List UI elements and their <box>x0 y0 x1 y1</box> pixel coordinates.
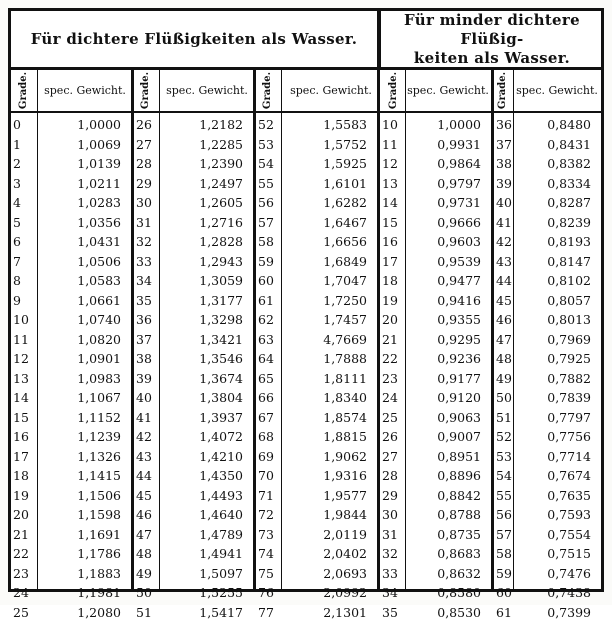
grade-cell: 72 <box>256 505 281 525</box>
grade-cell: 35 <box>134 291 159 311</box>
specific-gravity-cell: 0,8382 <box>515 154 601 174</box>
grade-cell: 37 <box>134 330 159 350</box>
spec-header-2: spec. Gewicht. <box>159 70 255 111</box>
grade-cell: 30 <box>380 505 405 525</box>
grade-cell: 39 <box>134 369 159 389</box>
grade-cell: 0 <box>11 115 37 135</box>
grade-column-4 <box>380 115 405 622</box>
grade-cell: 33 <box>134 252 159 272</box>
specific-gravity-cell: 0,7399 <box>515 603 601 622</box>
grade-cell: 49 <box>134 564 159 584</box>
grade-cell: 4 <box>11 193 37 213</box>
specific-gravity-cell: 0,8580 <box>407 583 491 603</box>
grade-cell: 37 <box>494 135 513 155</box>
grade-cell: 76 <box>256 583 281 603</box>
grade-cell: 23 <box>380 369 405 389</box>
specific-gravity-cell: 0,8102 <box>515 271 601 291</box>
grade-cell: 29 <box>134 174 159 194</box>
header-denser-liquids <box>11 11 381 67</box>
grade-header-1: Grade. <box>11 70 37 111</box>
specific-gravity-cell: 0,8057 <box>515 291 601 311</box>
specific-gravity-cell: 1,0211 <box>39 174 131 194</box>
grade-cell: 31 <box>380 525 405 545</box>
specific-gravity-cell: 1,6467 <box>283 213 377 233</box>
specific-gravity-cell: 0,9295 <box>407 330 491 350</box>
specific-gravity-cell: 0,7797 <box>515 408 601 428</box>
grade-cell: 45 <box>494 291 513 311</box>
specific-gravity-cell: 0,7839 <box>515 388 601 408</box>
grade-cell: 64 <box>256 349 281 369</box>
specific-gravity-cell: 1,3298 <box>161 310 253 330</box>
specific-gravity-cell: 1,3421 <box>161 330 253 350</box>
grade-cell: 26 <box>380 427 405 447</box>
specific-gravity-cell: 1,1691 <box>39 525 131 545</box>
grade-cell: 14 <box>380 193 405 213</box>
specific-gravity-cell: 1,6849 <box>283 252 377 272</box>
grade-column-5 <box>494 115 513 622</box>
specific-gravity-cell: 1,6101 <box>283 174 377 194</box>
grade-cell: 71 <box>256 486 281 506</box>
specific-gravity-cell: 1,5925 <box>283 154 377 174</box>
header-lighter-liquids-line1: Für minder dichtere Flüßig- <box>383 11 601 49</box>
specific-gravity-cell: 0,8530 <box>407 603 491 622</box>
specific-gravity-cell: 0,9539 <box>407 252 491 272</box>
specific-gravity-cell: 1,5752 <box>283 135 377 155</box>
grade-cell: 26 <box>134 115 159 135</box>
specific-gravity-cell: 0,8431 <box>515 135 601 155</box>
specific-gravity-cell: 0,7714 <box>515 447 601 467</box>
specific-gravity-cell: 1,0740 <box>39 310 131 330</box>
grade-cell: 5 <box>11 213 37 233</box>
grade-cell: 54 <box>256 154 281 174</box>
grade-cell: 16 <box>380 232 405 252</box>
specific-gravity-cell: 1,4210 <box>161 447 253 467</box>
grade-cell: 54 <box>494 466 513 486</box>
specific-gravity-cell: 0,9416 <box>407 291 491 311</box>
grade-cell: 51 <box>494 408 513 428</box>
grade-cell: 42 <box>494 232 513 252</box>
specific-gravity-cell: 1,7888 <box>283 349 377 369</box>
grade-cell: 9 <box>11 291 37 311</box>
specific-gravity-cell: 2,0402 <box>283 544 377 564</box>
grade-cell: 15 <box>380 213 405 233</box>
specific-gravity-cell: 1,1598 <box>39 505 131 525</box>
grade-cell: 19 <box>380 291 405 311</box>
grade-cell: 61 <box>256 291 281 311</box>
specific-gravity-cell: 0,8147 <box>515 252 601 272</box>
specific-gravity-cell: 1,2943 <box>161 252 253 272</box>
grade-header-4: Grade. <box>383 70 405 111</box>
specific-gravity-cell: 0,8842 <box>407 486 491 506</box>
grade-cell: 39 <box>494 174 513 194</box>
specific-gravity-cell: 1,2080 <box>39 603 131 622</box>
specific-gravity-cell: 0,9063 <box>407 408 491 428</box>
grade-cell: 40 <box>494 193 513 213</box>
grade-cell: 53 <box>256 135 281 155</box>
specific-gravity-cell: 1,1239 <box>39 427 131 447</box>
specific-gravity-cell: 1,0820 <box>39 330 131 350</box>
grade-cell: 27 <box>380 447 405 467</box>
grade-cell: 11 <box>11 330 37 350</box>
grade-cell: 46 <box>134 505 159 525</box>
spec-column-4 <box>407 115 491 622</box>
grade-cell: 12 <box>11 349 37 369</box>
spec-column-1 <box>39 115 131 622</box>
grade-column-1 <box>11 115 37 622</box>
grade-header-3: Grade. <box>255 70 281 111</box>
specific-gravity-cell: 0,7593 <box>515 505 601 525</box>
specific-gravity-cell: 0,8287 <box>515 193 601 213</box>
grade-cell: 21 <box>11 525 37 545</box>
specific-gravity-cell: 1,0000 <box>39 115 131 135</box>
specific-gravity-cell: 0,8480 <box>515 115 601 135</box>
grade-cell: 58 <box>256 232 281 252</box>
specific-gravity-cell: 1,0431 <box>39 232 131 252</box>
header-lighter-liquids <box>383 11 601 67</box>
specific-gravity-cell: 0,9797 <box>407 174 491 194</box>
grade-cell: 75 <box>256 564 281 584</box>
grade-column-3 <box>256 115 281 622</box>
grade-cell: 67 <box>256 408 281 428</box>
specific-gravity-cell: 1,2605 <box>161 193 253 213</box>
grade-cell: 25 <box>380 408 405 428</box>
grade-cell: 60 <box>494 583 513 603</box>
specific-gravity-cell: 1,2390 <box>161 154 253 174</box>
specific-gravity-cell: 1,1506 <box>39 486 131 506</box>
specific-gravity-cell: 1,7250 <box>283 291 377 311</box>
header-lighter-liquids-line2: keiten als Wasser. <box>383 49 601 68</box>
grade-cell: 17 <box>11 447 37 467</box>
specific-gravity-cell: 1,2716 <box>161 213 253 233</box>
spec-header-5: spec. Gewicht. <box>513 70 601 111</box>
specific-gravity-cell: 0,8013 <box>515 310 601 330</box>
grade-cell: 13 <box>11 369 37 389</box>
specific-gravity-cell: 1,0983 <box>39 369 131 389</box>
specific-gravity-cell: 0,9731 <box>407 193 491 213</box>
specific-gravity-cell: 0,8896 <box>407 466 491 486</box>
specific-gravity-cell: 0,8951 <box>407 447 491 467</box>
grade-cell: 44 <box>494 271 513 291</box>
grade-cell: 17 <box>380 252 405 272</box>
specific-gravity-cell: 1,8111 <box>283 369 377 389</box>
grade-cell: 59 <box>494 564 513 584</box>
grade-cell: 60 <box>256 271 281 291</box>
specific-gravity-cell: 1,5097 <box>161 564 253 584</box>
specific-gravity-cell: 2,0119 <box>283 525 377 545</box>
grade-cell: 43 <box>134 447 159 467</box>
grade-cell: 57 <box>256 213 281 233</box>
specific-gravity-cell: 1,1981 <box>39 583 131 603</box>
grade-cell: 33 <box>380 564 405 584</box>
grade-cell: 8 <box>11 271 37 291</box>
grade-cell: 3 <box>11 174 37 194</box>
specific-gravity-cell: 0,9355 <box>407 310 491 330</box>
specific-gravity-cell: 0,7438 <box>515 583 601 603</box>
grade-cell: 23 <box>11 564 37 584</box>
grade-cell: 52 <box>494 427 513 447</box>
grade-cell: 49 <box>494 369 513 389</box>
specific-gravity-cell: 1,5583 <box>283 115 377 135</box>
column-rule <box>405 70 406 589</box>
specific-gravity-cell: 1,0000 <box>407 115 491 135</box>
grade-cell: 12 <box>380 154 405 174</box>
grade-cell: 7 <box>11 252 37 272</box>
specific-gravity-cell: 1,1326 <box>39 447 131 467</box>
grade-cell: 40 <box>134 388 159 408</box>
grade-cell: 2 <box>11 154 37 174</box>
grade-cell: 38 <box>494 154 513 174</box>
grade-cell: 69 <box>256 447 281 467</box>
specific-gravity-cell: 0,8239 <box>515 213 601 233</box>
grade-cell: 28 <box>380 466 405 486</box>
specific-gravity-cell: 1,7047 <box>283 271 377 291</box>
grade-cell: 61 <box>494 603 513 622</box>
specific-gravity-cell: 1,4493 <box>161 486 253 506</box>
grade-cell: 45 <box>134 486 159 506</box>
grade-cell: 13 <box>380 174 405 194</box>
specific-gravity-cell: 0,7925 <box>515 349 601 369</box>
density-table <box>8 8 604 592</box>
grade-cell: 46 <box>494 310 513 330</box>
specific-gravity-cell: 0,7554 <box>515 525 601 545</box>
grade-cell: 36 <box>134 310 159 330</box>
specific-gravity-cell: 0,8683 <box>407 544 491 564</box>
grade-cell: 34 <box>380 583 405 603</box>
specific-gravity-cell: 1,4072 <box>161 427 253 447</box>
specific-gravity-cell: 1,0069 <box>39 135 131 155</box>
specific-gravity-cell: 1,5417 <box>161 603 253 622</box>
spec-column-3 <box>283 115 377 622</box>
grade-cell: 10 <box>11 310 37 330</box>
specific-gravity-cell: 0,7515 <box>515 544 601 564</box>
specific-gravity-cell: 1,0283 <box>39 193 131 213</box>
specific-gravity-cell: 4,7669 <box>283 330 377 350</box>
grade-cell: 62 <box>256 310 281 330</box>
specific-gravity-cell: 1,1067 <box>39 388 131 408</box>
specific-gravity-cell: 0,9007 <box>407 427 491 447</box>
specific-gravity-cell: 1,4640 <box>161 505 253 525</box>
specific-gravity-cell: 1,9062 <box>283 447 377 467</box>
grade-cell: 77 <box>256 603 281 622</box>
specific-gravity-cell: 1,2497 <box>161 174 253 194</box>
specific-gravity-cell: 1,3546 <box>161 349 253 369</box>
specific-gravity-cell: 1,7457 <box>283 310 377 330</box>
specific-gravity-cell: 1,0901 <box>39 349 131 369</box>
grade-header-2: Grade. <box>133 70 159 111</box>
specific-gravity-cell: 0,7635 <box>515 486 601 506</box>
grade-cell: 22 <box>11 544 37 564</box>
grade-cell: 51 <box>134 603 159 622</box>
specific-gravity-cell: 0,9603 <box>407 232 491 252</box>
grade-cell: 53 <box>494 447 513 467</box>
specific-gravity-cell: 1,8574 <box>283 408 377 428</box>
grade-cell: 50 <box>494 388 513 408</box>
specific-gravity-cell: 1,6656 <box>283 232 377 252</box>
grade-cell: 18 <box>11 466 37 486</box>
specific-gravity-cell: 1,4350 <box>161 466 253 486</box>
specific-gravity-cell: 0,9931 <box>407 135 491 155</box>
grade-cell: 58 <box>494 544 513 564</box>
specific-gravity-cell: 1,1152 <box>39 408 131 428</box>
specific-gravity-cell: 0,7756 <box>515 427 601 447</box>
column-rule <box>159 70 160 589</box>
grade-cell: 25 <box>11 603 37 622</box>
specific-gravity-cell: 0,8193 <box>515 232 601 252</box>
grade-cell: 15 <box>11 408 37 428</box>
grade-header-5: Grade. <box>493 70 513 111</box>
specific-gravity-cell: 0,9666 <box>407 213 491 233</box>
specific-gravity-cell: 1,8340 <box>283 388 377 408</box>
grade-cell: 32 <box>134 232 159 252</box>
specific-gravity-cell: 0,7674 <box>515 466 601 486</box>
grade-column-2 <box>134 115 159 622</box>
column-rule <box>513 70 514 589</box>
specific-gravity-cell: 2,0992 <box>283 583 377 603</box>
specific-gravity-cell: 1,1786 <box>39 544 131 564</box>
grade-cell: 48 <box>134 544 159 564</box>
specific-gravity-cell: 0,9477 <box>407 271 491 291</box>
specific-gravity-cell: 1,0661 <box>39 291 131 311</box>
grade-cell: 28 <box>134 154 159 174</box>
specific-gravity-cell: 0,7476 <box>515 564 601 584</box>
grade-cell: 57 <box>494 525 513 545</box>
grade-cell: 20 <box>11 505 37 525</box>
specific-gravity-cell: 1,3177 <box>161 291 253 311</box>
grade-cell: 73 <box>256 525 281 545</box>
specific-gravity-cell: 1,2182 <box>161 115 253 135</box>
specific-gravity-cell: 0,7882 <box>515 369 601 389</box>
specific-gravity-cell: 1,0506 <box>39 252 131 272</box>
grade-cell: 11 <box>380 135 405 155</box>
grade-cell: 35 <box>380 603 405 622</box>
grade-cell: 52 <box>256 115 281 135</box>
grade-cell: 32 <box>380 544 405 564</box>
specific-gravity-cell: 1,4789 <box>161 525 253 545</box>
grade-cell: 30 <box>134 193 159 213</box>
specific-gravity-cell: 0,9864 <box>407 154 491 174</box>
grade-cell: 56 <box>256 193 281 213</box>
specific-gravity-cell: 0,8735 <box>407 525 491 545</box>
grade-cell: 14 <box>11 388 37 408</box>
grade-cell: 1 <box>11 135 37 155</box>
grade-cell: 70 <box>256 466 281 486</box>
specific-gravity-cell: 1,3804 <box>161 388 253 408</box>
grade-cell: 63 <box>256 330 281 350</box>
grade-cell: 29 <box>380 486 405 506</box>
grade-cell: 20 <box>380 310 405 330</box>
specific-gravity-cell: 1,3674 <box>161 369 253 389</box>
grade-cell: 55 <box>256 174 281 194</box>
grade-cell: 74 <box>256 544 281 564</box>
grade-cell: 24 <box>380 388 405 408</box>
specific-gravity-cell: 1,3937 <box>161 408 253 428</box>
specific-gravity-cell: 1,2828 <box>161 232 253 252</box>
grade-cell: 27 <box>134 135 159 155</box>
grade-cell: 41 <box>134 408 159 428</box>
grade-cell: 48 <box>494 349 513 369</box>
specific-gravity-cell: 1,1883 <box>39 564 131 584</box>
specific-gravity-cell: 1,0583 <box>39 271 131 291</box>
header-denser-liquids-text: Für dichtere Flüßigkeiten als Wasser. <box>31 30 357 49</box>
specific-gravity-cell: 1,0139 <box>39 154 131 174</box>
grade-cell: 43 <box>494 252 513 272</box>
spec-header-1: spec. Gewicht. <box>37 70 133 111</box>
specific-gravity-cell: 1,9844 <box>283 505 377 525</box>
specific-gravity-cell: 0,9120 <box>407 388 491 408</box>
specific-gravity-cell: 1,4941 <box>161 544 253 564</box>
column-rule <box>281 70 282 589</box>
specific-gravity-cell: 1,5255 <box>161 583 253 603</box>
specific-gravity-cell: 0,7969 <box>515 330 601 350</box>
grade-cell: 38 <box>134 349 159 369</box>
specific-gravity-cell: 0,8334 <box>515 174 601 194</box>
column-rule <box>37 70 38 589</box>
grade-cell: 55 <box>494 486 513 506</box>
specific-gravity-cell: 1,0356 <box>39 213 131 233</box>
grade-cell: 44 <box>134 466 159 486</box>
specific-gravity-cell: 1,9316 <box>283 466 377 486</box>
grade-cell: 10 <box>380 115 405 135</box>
grade-cell: 18 <box>380 271 405 291</box>
specific-gravity-cell: 2,1301 <box>283 603 377 622</box>
grade-cell: 6 <box>11 232 37 252</box>
spec-column-2 <box>161 115 253 622</box>
grade-cell: 56 <box>494 505 513 525</box>
grade-cell: 47 <box>134 525 159 545</box>
grade-cell: 21 <box>380 330 405 350</box>
grade-cell: 50 <box>134 583 159 603</box>
specific-gravity-cell: 1,3059 <box>161 271 253 291</box>
specific-gravity-cell: 0,9177 <box>407 369 491 389</box>
specific-gravity-cell: 1,2285 <box>161 135 253 155</box>
grade-cell: 24 <box>11 583 37 603</box>
grade-cell: 68 <box>256 427 281 447</box>
spec-header-3: spec. Gewicht. <box>281 70 381 111</box>
grade-cell: 22 <box>380 349 405 369</box>
specific-gravity-cell: 1,8815 <box>283 427 377 447</box>
specific-gravity-cell: 1,1415 <box>39 466 131 486</box>
grade-cell: 42 <box>134 427 159 447</box>
spec-column-5 <box>515 115 601 622</box>
spec-header-4: spec. Gewicht. <box>405 70 491 111</box>
grade-cell: 47 <box>494 330 513 350</box>
grade-cell: 36 <box>494 115 513 135</box>
grade-cell: 59 <box>256 252 281 272</box>
specific-gravity-cell: 1,9577 <box>283 486 377 506</box>
grade-cell: 16 <box>11 427 37 447</box>
grade-cell: 31 <box>134 213 159 233</box>
grade-cell: 19 <box>11 486 37 506</box>
specific-gravity-cell: 0,9236 <box>407 349 491 369</box>
grade-cell: 66 <box>256 388 281 408</box>
specific-gravity-cell: 0,8788 <box>407 505 491 525</box>
grade-cell: 34 <box>134 271 159 291</box>
specific-gravity-cell: 1,6282 <box>283 193 377 213</box>
specific-gravity-cell: 2,0693 <box>283 564 377 584</box>
grade-cell: 41 <box>494 213 513 233</box>
grade-cell: 65 <box>256 369 281 389</box>
specific-gravity-cell: 0,8632 <box>407 564 491 584</box>
